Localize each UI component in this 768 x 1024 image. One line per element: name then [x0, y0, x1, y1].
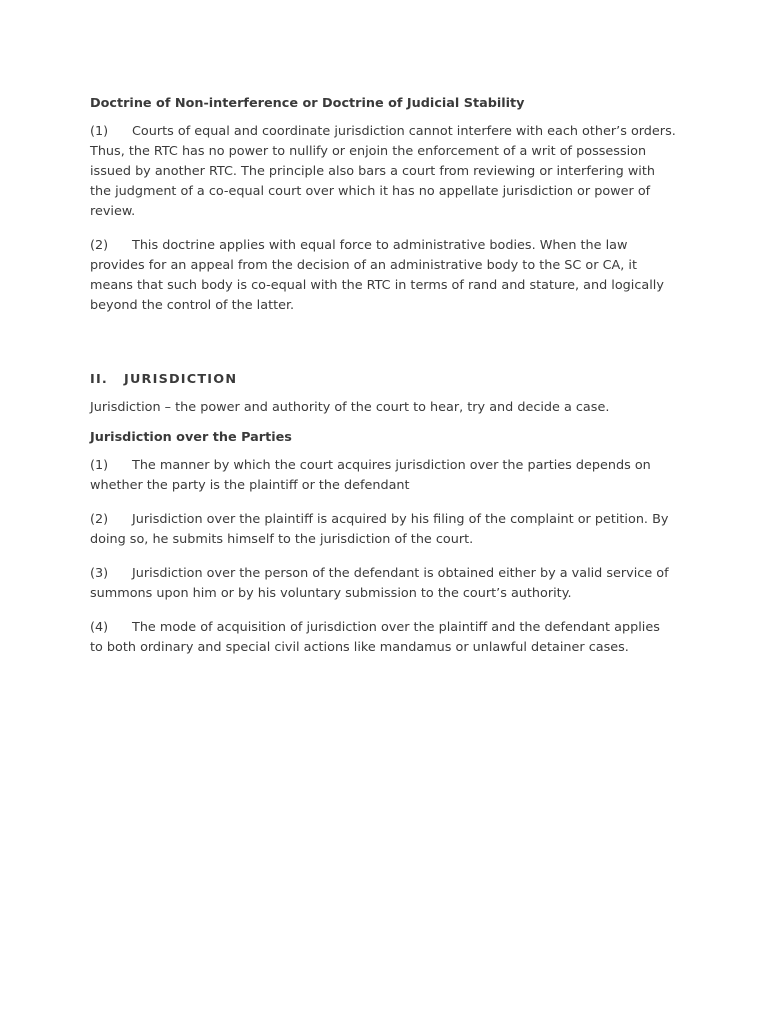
- paragraph-number: (3): [90, 566, 109, 581]
- paragraph-text: The mode of acquisition of jurisdiction over the plaintiff and the defendant applies to both ordinary and special civil actions like mandamus or unlawful detainer cases.: [90, 620, 660, 655]
- paragraph-text: Courts of equal and coordinate jurisdiction cannot interfere with each other’s orders. Thus, the RTC has no power to nullify or enjoin the enforcement of a writ of possession issued by another RTC. The principle also bars a court from reviewing or interfering with the judgment of a co-equal court over which it has no appellate jurisdiction or power of review.: [90, 124, 676, 219]
- parties-paragraph-1: [90, 456, 676, 496]
- parties-heading: Jurisdiction over the Parties: [90, 430, 292, 445]
- section-roman-numeral: II.: [90, 372, 108, 387]
- paragraph-text: Jurisdiction over the plaintiff is acquired by his filing of the complaint or petition. By doing so, he submits himself to the jurisdiction of the court.: [90, 512, 669, 547]
- jurisdiction-section-heading: [90, 370, 676, 390]
- paragraph-text: The manner by which the court acquires jurisdiction over the parties depends on whether the party is the plaintiff or the defendant: [90, 458, 651, 493]
- jurisdiction-definition: Jurisdiction – the power and authority of the court to hear, try and decide a case.: [90, 400, 610, 415]
- doctrine-heading: Doctrine of Non-interference or Doctrine of Judicial Stability: [90, 96, 525, 111]
- parties-paragraph-3: [90, 564, 676, 604]
- doctrine-paragraph-2: [90, 236, 676, 316]
- paragraph-number: (2): [90, 512, 109, 527]
- paragraph-text: This doctrine applies with equal force to administrative bodies. When the law provides for an appeal from the decision of an administrative body to the SC or CA, it means that such body is co-equal with the RTC in terms of rand and stature, and logically beyond the control of the latter.: [90, 238, 664, 313]
- paragraph-number: (4): [90, 620, 109, 635]
- parties-paragraph-4: [90, 618, 676, 658]
- paragraph-number: (1): [90, 124, 109, 139]
- section-title: JURISDICTION: [124, 372, 238, 387]
- parties-paragraph-2: [90, 510, 676, 550]
- paragraph-number: (2): [90, 238, 109, 253]
- paragraph-number: (1): [90, 458, 109, 473]
- section-spacer: [90, 330, 676, 370]
- doctrine-paragraph-1: [90, 122, 676, 222]
- paragraph-text: Jurisdiction over the person of the defendant is obtained either by a valid service of summons upon him or by his voluntary submission to the court’s authority.: [90, 566, 669, 601]
